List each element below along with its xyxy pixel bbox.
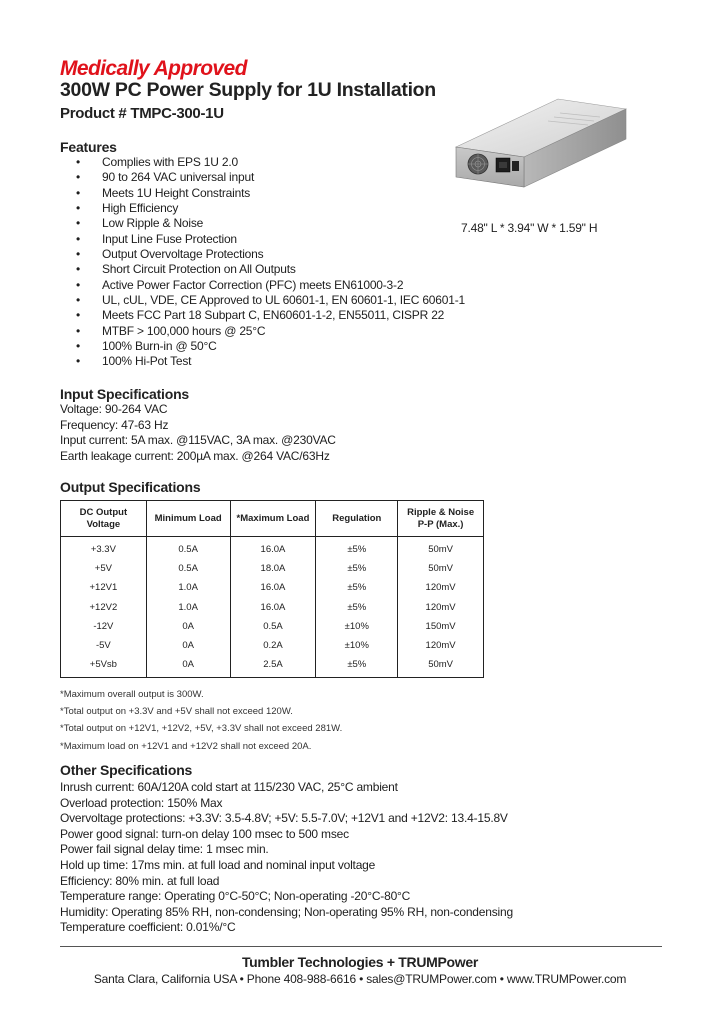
table-row — [61, 537, 484, 560]
table-cell: 2.5A — [230, 655, 316, 678]
tagline: Medically Approved — [60, 57, 247, 80]
product-number: Product # TMPC-300-1U — [60, 105, 224, 122]
table-cell: +5V — [61, 559, 147, 578]
list-item: • 100% Burn-in @ 50°C — [74, 339, 465, 354]
contact-line: Santa Clara, California USA • Phone 408-988-6616 • sales@TRUMPower.com • www.TRUMPower.com — [93, 972, 627, 986]
table-cell: ±5% — [316, 559, 398, 578]
list-item: • 90 to 264 VAC universal input — [74, 170, 465, 185]
company-name: Tumbler Technologies + TRUMPower — [241, 954, 479, 970]
table-row — [61, 578, 484, 597]
table-cell: ±5% — [316, 537, 398, 560]
table-cell: 0A — [146, 617, 230, 636]
spec-line: Humidity: Operating 85% RH, non-condensing; Non-operating 95% RH, non-condensing — [60, 904, 513, 919]
list-item: • Active Power Factor Correction (PFC) meets EN61000-3-2 — [74, 278, 465, 293]
table-cell: 16.0A — [230, 598, 316, 617]
table-cell: -5V — [61, 636, 147, 655]
table-cell: ±5% — [316, 655, 398, 678]
table-cell: 150mV — [398, 617, 484, 636]
table-notes — [60, 686, 342, 755]
spec-line: Input current: 5A max. @115VAC, 3A max. @230VAC — [60, 433, 336, 447]
table-cell: 50mV — [398, 655, 484, 678]
spec-line: Power good signal: turn-on delay 100 msec to 500 msec — [60, 826, 349, 841]
table-cell: 50mV — [398, 559, 484, 578]
table-cell: 18.0A — [230, 559, 316, 578]
list-item: • Short Circuit Protection on All Outputs — [74, 262, 465, 277]
output-specs-table — [60, 500, 484, 678]
footnote: *Total output on +12V1, +12V2, +5V, +3.3V shall not exceed 281W. — [60, 723, 343, 735]
spec-line: Temperature coefficient: 0.01%/°C — [60, 920, 236, 935]
output-specs-heading: Output Specifications — [60, 479, 201, 495]
list-item: • Input Line Fuse Protection — [74, 232, 465, 247]
list-item: • Complies with EPS 1U 2.0 — [74, 155, 465, 170]
list-item: • Meets 1U Height Constraints — [74, 186, 465, 201]
footnote: *Maximum load on +12V1 and +12V2 shall not exceed 20A. — [60, 740, 312, 752]
footnote: *Total output on +3.3V and +5V shall not exceed 120W. — [60, 706, 293, 718]
spec-line: Voltage: 90-264 VAC — [60, 402, 168, 416]
table-row — [61, 636, 484, 655]
table-cell: 120mV — [398, 636, 484, 655]
table-header-row — [61, 501, 484, 537]
power-supply-image — [450, 95, 630, 213]
table-cell: ±5% — [316, 578, 398, 597]
column-header: *Maximum Load — [230, 501, 316, 537]
table-cell: 0.5A — [146, 559, 230, 578]
table-cell: 120mV — [398, 598, 484, 617]
table-cell: 120mV — [398, 578, 484, 597]
table-cell: 16.0A — [230, 537, 316, 560]
table-cell: ±10% — [316, 617, 398, 636]
table-row — [61, 617, 484, 636]
input-specs-heading: Input Specifications — [60, 386, 190, 402]
spec-line: Temperature range: Operating 0°C-50°C; Non-operating -20°C-80°C — [60, 889, 411, 904]
table-cell: 1.0A — [146, 598, 230, 617]
list-item: • Output Overvoltage Protections — [74, 247, 465, 262]
list-item: • Low Ripple & Noise — [74, 216, 465, 231]
page-title: 300W PC Power Supply for 1U Installation — [60, 79, 436, 101]
other-specs-heading: Other Specifications — [60, 762, 193, 778]
table-cell: 0.2A — [230, 636, 316, 655]
list-item: • UL, cUL, VDE, CE Approved to UL 60601-1, EN 60601-1, IEC 60601-1 — [74, 293, 465, 308]
table-cell: ±10% — [316, 636, 398, 655]
spec-line: Efficiency: 80% min. at full load — [60, 873, 220, 888]
table-cell: 50mV — [398, 537, 484, 560]
list-item: • Meets FCC Part 18 Subpart C, EN60601-1-2, EN55011, CISPR 22 — [74, 308, 465, 323]
features-list — [74, 155, 465, 370]
spec-line: Overvoltage protections: +3.3V: 3.5-4.8V; +5V: 5.5-7.0V; +12V1 and +12V2: 13.4-15.8V — [60, 811, 508, 826]
table-cell: +5Vsb — [61, 655, 147, 678]
table-cell: ±5% — [316, 598, 398, 617]
table-cell: -12V — [61, 617, 147, 636]
list-item: • High Efficiency — [74, 201, 465, 216]
dimensions-caption: 7.48" L * 3.94" W * 1.59" H — [461, 221, 598, 235]
list-item: • 100% Hi-Pot Test — [74, 354, 465, 369]
spec-line: Power fail signal delay time: 1 msec min. — [60, 842, 269, 857]
table-cell: +12V2 — [61, 598, 147, 617]
column-header: Ripple & Noise P-P (Max.) — [398, 501, 484, 537]
table-row — [61, 598, 484, 617]
table-cell: 0.5A — [146, 537, 230, 560]
footer-divider — [60, 946, 662, 947]
footnote: *Maximum overall output is 300W. — [60, 689, 204, 700]
spec-line: Overload protection: 150% Max — [60, 795, 223, 810]
table-cell: 1.0A — [146, 578, 230, 597]
column-header: DC Output Voltage — [61, 501, 147, 537]
spec-line: Inrush current: 60A/120A cold start at 115/230 VAC, 25°C ambient — [60, 780, 398, 794]
table-cell: +12V1 — [61, 578, 147, 597]
table-row — [61, 559, 484, 578]
table-cell: 16.0A — [230, 578, 316, 597]
other-specs-list — [60, 780, 513, 936]
column-header: Minimum Load — [146, 501, 230, 537]
table-cell: 0A — [146, 636, 230, 655]
table-row — [61, 655, 484, 678]
features-heading: Features — [60, 139, 117, 155]
spec-line: Earth leakage current: 200µA max. @264 VAC/63Hz — [60, 448, 330, 463]
table-cell: 0A — [146, 655, 230, 678]
table-cell: +3.3V — [61, 537, 147, 560]
column-header: Regulation — [316, 501, 398, 537]
spec-line: Frequency: 47-63 Hz — [60, 417, 169, 432]
spec-line: Hold up time: 17ms min. at full load and nominal input voltage — [60, 857, 376, 872]
list-item: • MTBF > 100,000 hours @ 25°C — [74, 324, 465, 339]
table-cell: 0.5A — [230, 617, 316, 636]
input-specs-list — [60, 402, 336, 464]
